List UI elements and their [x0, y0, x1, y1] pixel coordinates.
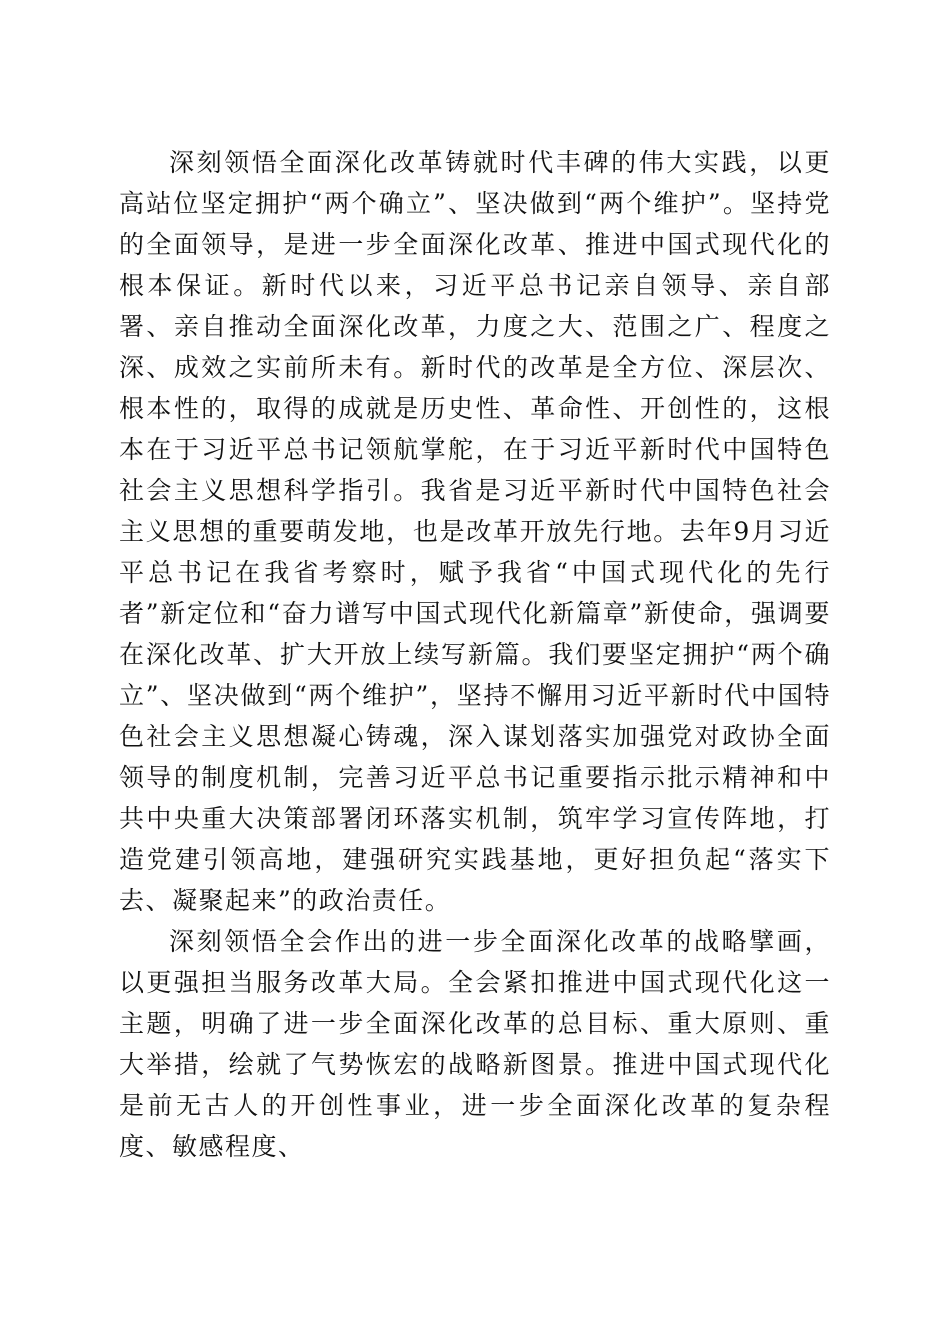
paragraph-2: 深刻领悟全会作出的进一步全面深化改革的战略擘画，以更强担当服务改革大局。全会紧扣推进中国式现代化这一主题，明确了进一步全面深化改革的总目标、重大原则、重大举措，绘就了气势恢宏的战略新图景。推进中国式现代化是前无古人的开创性事业，进一步全面深化改革的复杂程度、敏感程度、 [119, 927, 831, 1161]
paragraph-1: 深刻领悟全面深化改革铸就时代丰碑的伟大实践，以更高站位坚定拥护“两个确立”、坚决做到“两个维护”。坚持党的全面领导，是进一步全面深化改革、推进中国式现代化的根本保证。新时代以来，习近平总书记亲自领导、亲自部署、亲自推动全面深化改革，力度之大、范围之广、程度之深、成效之实前所未有。新时代的改革是全方位、深层次、根本性的，取得的成就是历史性、革命性、开创性的，这根本在于习近平总书记领航掌舵，在于习近平新时代中国特色社会主义思想科学指引。我省是习近平新时代中国特色社会主义思想的重要萌发地，也是改革开放先行地。去年9月习近平总书记在我省考察时，赋予我省“中国式现代化的先行者”新定位和“奋力谱写中国式现代化新篇章”新使命，强调要在深化改革、扩大开放上续写新篇。我们要坚定拥护“两个确立”、坚决做到“两个维护”，坚持不懈用习近平新时代中国特色社会主义思想凝心铸魂，深入谋划落实加强党对政协全面领导的制度机制，完善习近平总书记重要指示批示精神和中共中央重大决策部署闭环落实机制，筑牢学习宣传阵地，打造党建引领高地，建强研究实践基地，更好担负起“落实下去、凝聚起来”的政治责任。 [119, 148, 831, 915]
document-body [119, 142, 831, 1167]
